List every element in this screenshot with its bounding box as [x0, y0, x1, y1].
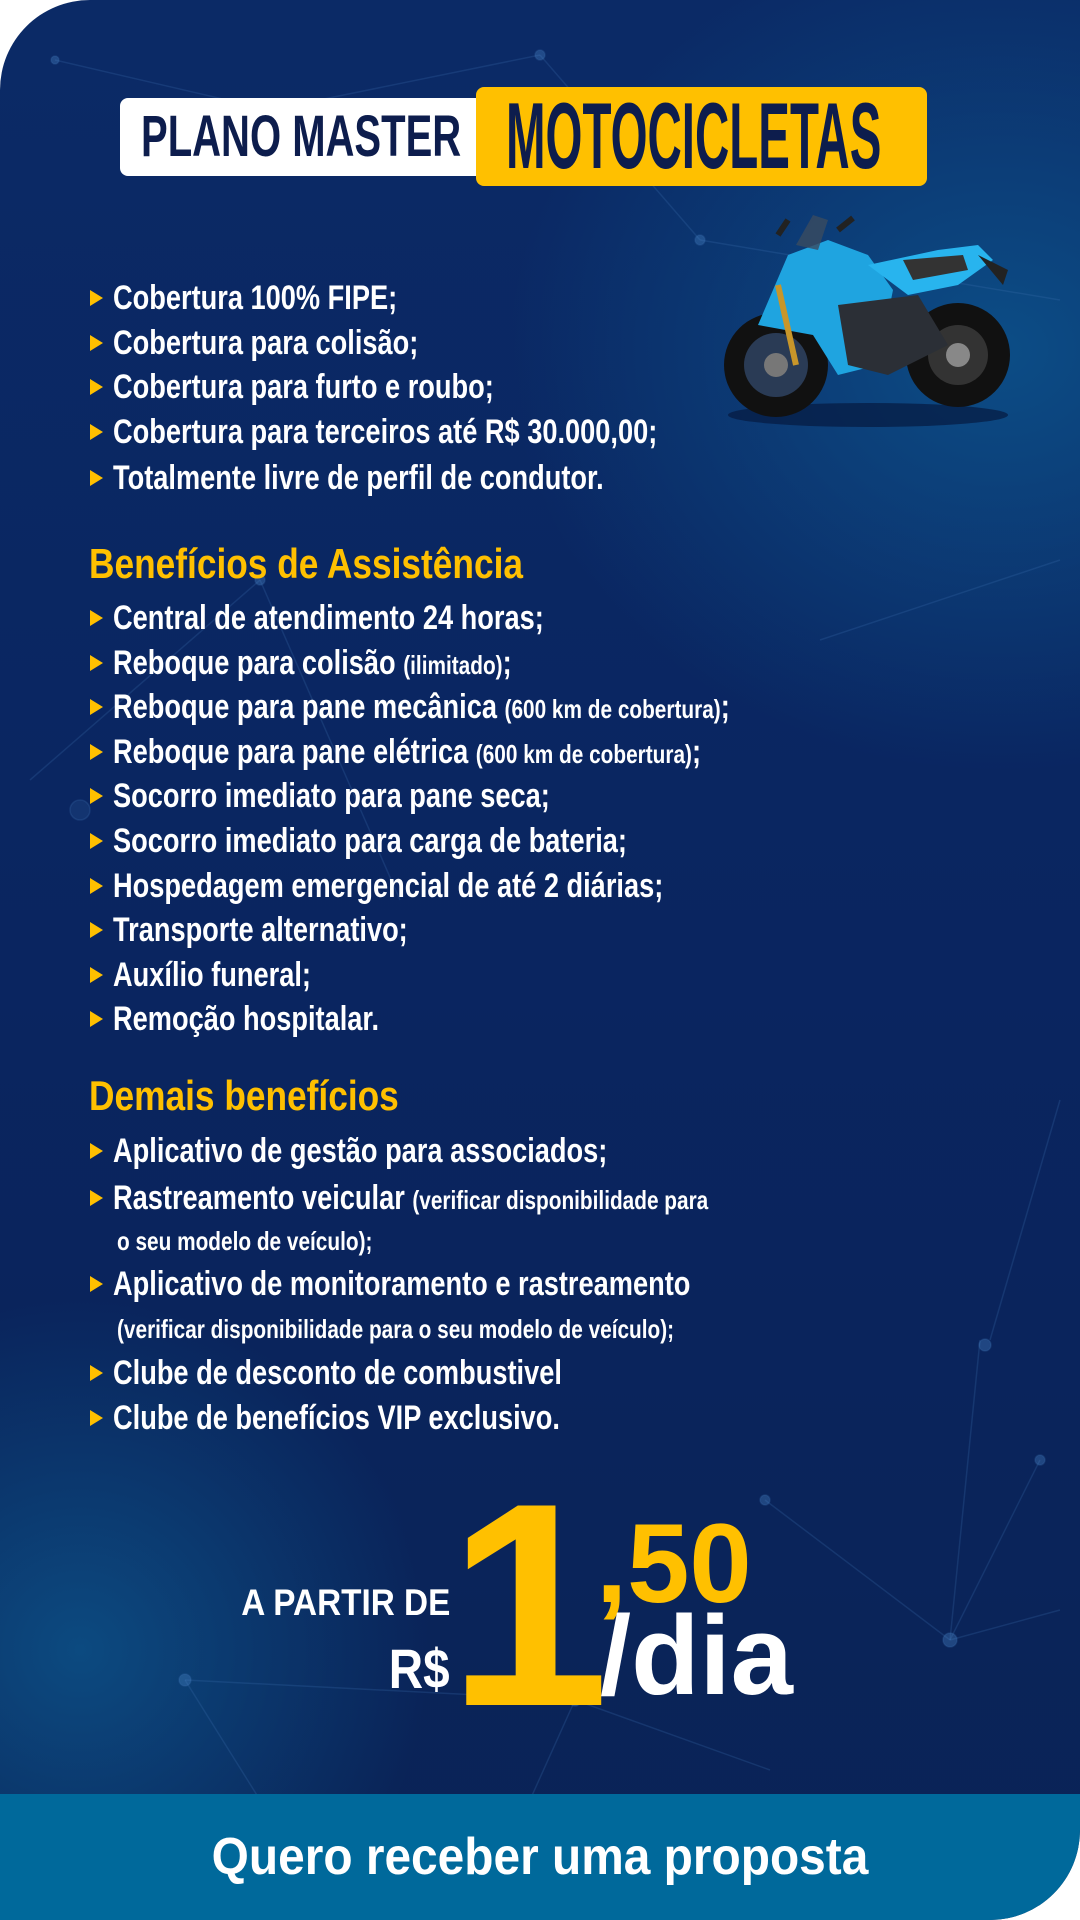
- other-benefits-heading-text: Demais benefícios: [89, 1072, 399, 1119]
- assistance-item: [90, 866, 801, 906]
- assistance-item-main: Central de atendimento 24 horas;: [113, 599, 544, 637]
- price-currency-text: R$: [389, 1637, 450, 1700]
- assistance-item: [90, 910, 481, 950]
- coverage-item-main: Cobertura para colisão;: [113, 324, 419, 362]
- price-decimal: ,50: [596, 1501, 752, 1626]
- motorcycle-image: [718, 215, 1018, 430]
- assistance-item: [90, 598, 651, 638]
- coverage-item-text: [113, 367, 494, 407]
- assistance-heading-text: Benefícios de Assistência: [89, 540, 523, 587]
- assistance-item-note: (600 km de cobertura): [504, 694, 721, 724]
- assistance-item: [90, 821, 755, 861]
- assistance-item-main: Remoção hospitalar.: [113, 1000, 380, 1038]
- assistance-item: [90, 687, 884, 727]
- bullet-triangle-icon: [90, 290, 103, 306]
- coverage-item-main: Cobertura para terceiros até R$ 30.000,00;: [113, 413, 658, 451]
- other-benefit-item-text: [113, 1178, 708, 1220]
- other-benefit-item-text: [113, 1131, 607, 1171]
- bullet-triangle-icon: [90, 1143, 103, 1159]
- other-benefit-item-continuation: [90, 1307, 813, 1347]
- assistance-item-text: [113, 643, 512, 685]
- price-unit: /dia: [600, 1593, 793, 1718]
- assistance-item-text: [113, 999, 379, 1039]
- bullet-triangle-icon: [90, 655, 103, 671]
- assistance-item-main: Reboque para pane elétrica: [113, 733, 476, 771]
- request-proposal-button[interactable]: [0, 1794, 1080, 1920]
- assistance-item-main: Transporte alternativo;: [113, 911, 408, 949]
- bullet-triangle-icon: [90, 424, 103, 440]
- coverage-item-text: [113, 323, 418, 363]
- other-benefit-item-main: Clube de desconto de combustivel: [113, 1354, 562, 1392]
- price-currency: [378, 1636, 450, 1701]
- assistance-item: [90, 732, 848, 772]
- coverage-item-text: [113, 458, 604, 498]
- other-benefit-item: [90, 1131, 731, 1171]
- other-benefits-heading: [89, 1073, 458, 1119]
- assistance-item-text: [113, 598, 544, 638]
- assistance-item-text: [113, 955, 311, 995]
- other-benefit-item-main: Aplicativo de gestão para associados;: [113, 1132, 608, 1170]
- assistance-item: [90, 776, 659, 816]
- bullet-triangle-icon: [90, 1011, 103, 1027]
- assistance-item-main: Reboque para pane mecânica: [113, 688, 505, 726]
- other-benefit-item-continuation-text: o seu modelo de veículo);: [117, 1226, 373, 1256]
- other-benefit-item: [90, 1398, 672, 1438]
- price-prefix: [218, 1582, 450, 1624]
- other-benefit-item-note: (verificar disponibilidade para: [412, 1185, 709, 1215]
- coverage-item-text: [113, 278, 397, 318]
- category-title: [506, 83, 1080, 188]
- assistance-item: [90, 955, 360, 995]
- coverage-item: [90, 278, 468, 318]
- price-prefix-text: A PARTIR DE: [240, 1582, 450, 1623]
- other-benefit-item-continuation-text: (verificar disponibilidade para o seu modelo de veículo);: [117, 1314, 675, 1344]
- price-integer: 1: [448, 1443, 610, 1767]
- assistance-item-main: Reboque para colisão: [113, 644, 404, 682]
- other-benefit-item-text: [113, 1398, 560, 1438]
- request-proposal-label: Quero receber uma proposta: [211, 1828, 869, 1886]
- bullet-triangle-icon: [90, 1365, 103, 1381]
- assistance-item-note: (ilimitado): [403, 650, 503, 680]
- bullet-triangle-icon: [90, 379, 103, 395]
- coverage-item: [90, 323, 495, 363]
- bullet-triangle-icon: [90, 878, 103, 894]
- bullet-triangle-icon: [90, 1276, 103, 1292]
- other-benefit-item: [90, 1264, 835, 1304]
- other-benefit-item-main: Aplicativo de monitoramento e rastreamento: [113, 1265, 691, 1303]
- assistance-item-tail: ;: [720, 688, 730, 726]
- bullet-triangle-icon: [90, 833, 103, 849]
- plan-title-text: PLANO MASTER: [141, 104, 462, 169]
- assistance-item-main: Socorro imediato para carga de bateria;: [113, 822, 627, 860]
- bullet-triangle-icon: [90, 699, 103, 715]
- assistance-item-text: [113, 910, 408, 950]
- coverage-item: [90, 458, 726, 498]
- other-benefit-item-text: [113, 1353, 562, 1393]
- coverage-item-main: Cobertura 100% FIPE;: [113, 279, 398, 317]
- coverage-item: [90, 367, 589, 407]
- bullet-triangle-icon: [90, 967, 103, 983]
- category-title-text: MOTOCICLETAS: [506, 83, 882, 188]
- other-benefit-item: [90, 1178, 857, 1218]
- assistance-item-main: Hospedagem emergencial de até 2 diárias;: [113, 867, 664, 905]
- coverage-item-main: Cobertura para furto e roubo;: [113, 368, 494, 406]
- bullet-triangle-icon: [90, 1190, 103, 1206]
- assistance-item-text: [113, 776, 550, 816]
- assistance-item-text: [113, 732, 701, 774]
- other-benefit-item-text: [113, 1264, 690, 1304]
- assistance-item: [90, 643, 611, 683]
- assistance-item-main: Socorro imediato para pane seca;: [113, 777, 550, 815]
- other-benefit-item-main: Clube de benefícios VIP exclusivo.: [113, 1399, 560, 1437]
- bullet-triangle-icon: [90, 1410, 103, 1426]
- coverage-item-main: Totalmente livre de perfil de condutor.: [113, 459, 604, 497]
- other-benefit-item-main: Rastreamento veicular: [113, 1179, 413, 1217]
- coverage-item-text: [113, 412, 657, 452]
- bullet-triangle-icon: [90, 470, 103, 486]
- bullet-triangle-icon: [90, 744, 103, 760]
- bullet-triangle-icon: [90, 788, 103, 804]
- assistance-item-main: Auxílio funeral;: [113, 956, 311, 994]
- other-benefit-item: [90, 1353, 674, 1393]
- assistance-item-text: [113, 821, 627, 861]
- assistance-item-note: (600 km de cobertura): [475, 739, 692, 769]
- bullet-triangle-icon: [90, 610, 103, 626]
- bullet-triangle-icon: [90, 922, 103, 938]
- assistance-item: [90, 999, 446, 1039]
- other-benefit-item-continuation: [90, 1219, 436, 1259]
- assistance-heading: [89, 541, 606, 587]
- assistance-item-text: [113, 866, 663, 906]
- bullet-triangle-icon: [90, 335, 103, 351]
- assistance-item-tail: ;: [502, 644, 512, 682]
- assistance-item-text: [113, 687, 730, 729]
- assistance-item-tail: ;: [691, 733, 702, 771]
- coverage-item: [90, 412, 793, 452]
